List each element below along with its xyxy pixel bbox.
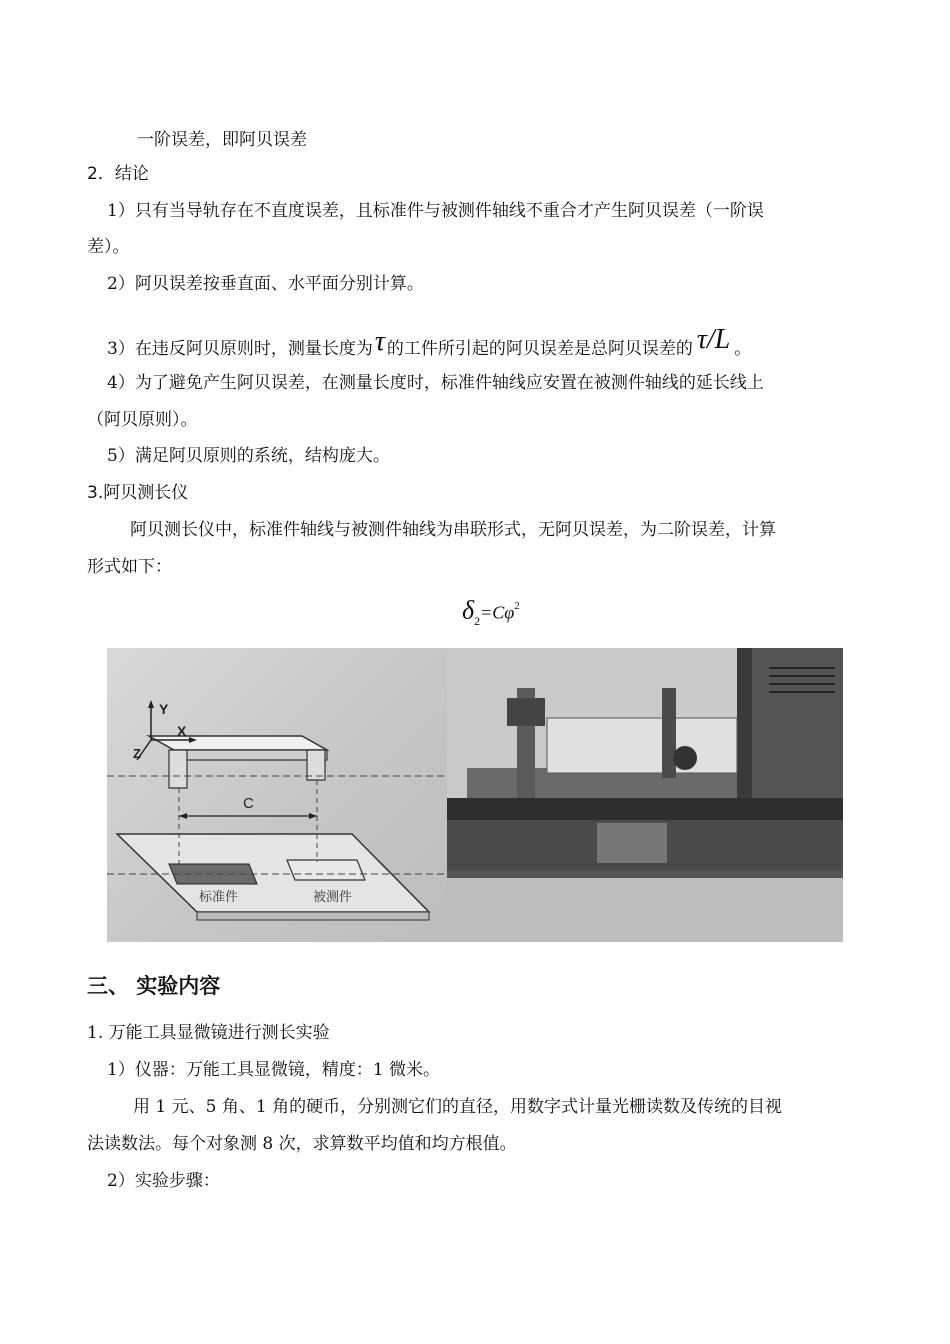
- paragraph-abbe-comparator: 阿贝测长仪中，标准件轴线与被测件轴线为串联形式，无阿贝误差，为二阶误差，计算: [130, 520, 776, 540]
- formula-superscript: 2: [514, 600, 520, 612]
- section-heading-experiment-content: 三、 实验内容: [87, 974, 221, 998]
- conclusion-item-1-cont: 差）。: [87, 237, 130, 257]
- schematic-diagram: [107, 648, 447, 942]
- conclusion-item-2: 2）阿贝误差按垂直面、水平面分别计算。: [107, 274, 424, 294]
- text-line-first-order-error: 一阶误差，即阿贝误差: [137, 130, 307, 150]
- axis-label-z: Z: [133, 746, 141, 761]
- item-3-text-b: 的工件所引起的阿贝误差是总阿贝误差的: [386, 339, 693, 359]
- experiment-steps-heading: 2）实验步骤：: [107, 1171, 220, 1191]
- tau-over-l-fraction: τ/L: [696, 324, 731, 355]
- conclusion-item-1: 1）只有当导轨存在不直度误差，且标准件与被测件轴线不重合才产生阿贝误差（一阶误: [107, 201, 764, 221]
- label-measured-part: 被测件: [313, 890, 353, 905]
- axis-label-x: X: [177, 723, 187, 739]
- experiment-item-1: 1. 万能工具显微镜进行测长实验: [87, 1023, 330, 1043]
- formula-rhs: =Cφ: [480, 602, 515, 623]
- conclusion-item-5: 5）满足阿贝原则的系统，结构庞大。: [107, 446, 390, 466]
- abbe-comparator-figure: [107, 648, 843, 942]
- axis-label-y: Y: [159, 701, 169, 717]
- label-standard-part: 标准件: [199, 890, 239, 905]
- dimension-label-c: C: [243, 795, 254, 812]
- item-3-text-c: 。: [734, 339, 752, 359]
- conclusion-item-4: 4）为了避免产生阿贝误差，在测量长度时，标准件轴线应安置在被测件轴线的延长线上: [107, 373, 764, 393]
- schematic-drawing: [107, 648, 447, 942]
- heading-conclusion: 2．结论: [87, 164, 149, 184]
- tau-symbol: τ: [374, 326, 385, 357]
- instrument-line: 1）仪器：万能工具显微镜，精度：1 微米。: [107, 1060, 441, 1080]
- conclusion-item-3: [107, 324, 752, 361]
- procedure-paragraph: 用 1 元、5 角、1 角的硬币，分别测它们的直径，用数字式计量光栅读数及传统的目视: [133, 1097, 783, 1117]
- instrument-photo: [447, 648, 843, 942]
- formula-second-order-error: [462, 590, 520, 637]
- procedure-paragraph-cont: 法读数法。每个对象测 8 次，求算数平均值和均方根值。: [87, 1134, 517, 1154]
- heading-abbe-comparator: 3.阿贝测长仪: [87, 483, 189, 503]
- item-3-text-a: 3）在违反阿贝原则时，测量长度为: [107, 339, 373, 359]
- formula-subscript: 2: [474, 613, 481, 628]
- conclusion-item-4-cont: （阿贝原则）。: [87, 410, 198, 430]
- instrument-photo-drawing: [447, 648, 843, 942]
- formula-delta: δ: [462, 595, 475, 625]
- paragraph-abbe-comparator-cont: 形式如下：: [87, 557, 172, 577]
